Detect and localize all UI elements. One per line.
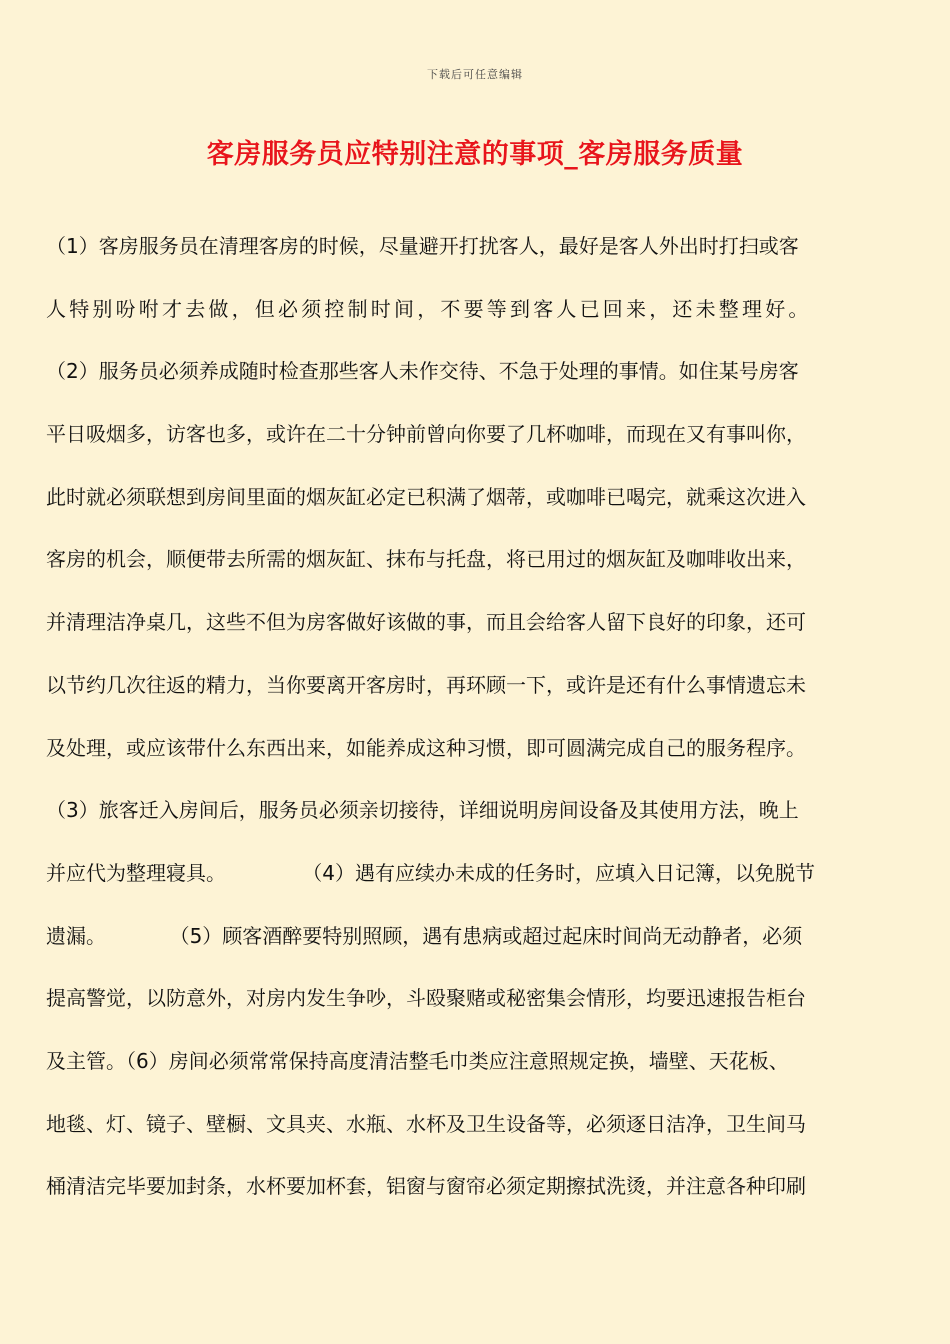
body-line: 桶清洁完毕要加封条，水杯要加杯套，铝窗与窗帘必须定期擦拭洗烫，并注意各种印刷 <box>46 1174 806 1199</box>
body-line: 并清理洁净桌几，这些不但为房客做好该做的事，而且会给客人留下良好的印象，还可 <box>46 610 806 635</box>
body-line: （1）客房服务员在清理客房的时候，尽量避开打扰客人，最好是客人外出时打扫或客 <box>46 234 799 258</box>
header-note: 下载后可任意编辑 <box>427 68 523 81</box>
document-body <box>46 215 906 1218</box>
body-line: 此时就必须联想到房间里面的烟灰缸必定已积满了烟蒂，或咖啡已喝完，就乘这次进入 <box>46 484 806 509</box>
body-line: 平日吸烟多，访客也多，或许在二十分钟前曾向你要了几杯咖啡，而现在又有事叫你， <box>46 422 806 447</box>
body-line: 并应代为整理寝具。 （4）遇有应续办未成的任务时，应填入日记簿，以免脱节 <box>46 860 816 885</box>
document-title: 客房服务员应特别注意的事项_客房服务质量 <box>206 139 744 170</box>
body-line: 及主管。（6）房间必须常常保持高度清洁整毛巾类应注意照规定换，墙壁、天花板、 <box>46 1048 789 1073</box>
body-line: （2）服务员必须养成随时检查那些客人未作交待、不急于处理的事情。如住某号房客 <box>46 359 799 384</box>
body-line: 客房的机会，顺便带去所需的烟灰缸、抹布与托盘，将已用过的烟灰缸及咖啡收出来， <box>46 547 806 572</box>
body-line: （3）旅客迁入房间后，服务员必须亲切接待，详细说明房间设备及其使用方法，晚上 <box>46 798 799 823</box>
body-line: 及处理，或应该带什么东西出来，如能养成这种习惯，即可圆满完成自己的服务程序。 <box>46 735 806 760</box>
body-line: 提高警觉，以防意外，对房内发生争吵，斗殴聚赌或秘密集会情形，均要迅速报告柜台 <box>46 986 806 1011</box>
body-line: 人特别吩咐才去做，但必须控制时间，不要等到客人已回来，还未整理好。 <box>46 296 812 321</box>
body-line: 以节约几次往返的精力，当你要离开客房时，再环顾一下，或许是还有什么事情遗忘未 <box>46 672 806 697</box>
body-line: 地毯、灯、镜子、壁橱、文具夹、水瓶、水杯及卫生设备等，必须逐日洁净，卫生间马 <box>46 1111 806 1136</box>
body-line: 遗漏。 （5）顾客酒醉要特别照顾，遇有患病或超过起床时间尚无动静者，必须 <box>46 923 803 948</box>
